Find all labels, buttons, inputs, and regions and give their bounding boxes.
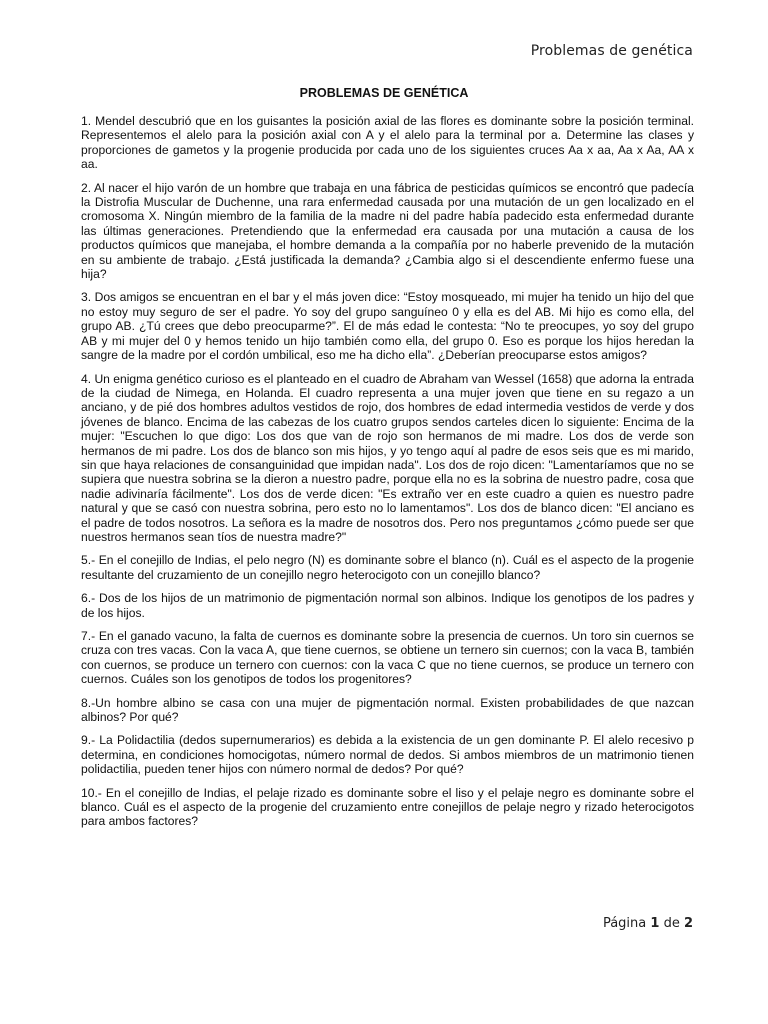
running-header: Problemas de genética — [530, 43, 693, 59]
problem-3: 3. Dos amigos se encuentran en el bar y el más joven dice: “Estoy mosqueado, mi mujer ha tenido un hijo del que no estoy muy seguro de ser el padre. Yo soy del grupo sanguíneo 0 y ella es del AB. Mi hijo es como ella, del grupo AB. ¿Tú crees que debo preocuparme?”. El de más edad le contesta: “No te preocupes, yo soy del grupo AB y mi mujer del 0 y hemos tenido un hijo también como ella, del grupo 0. Eso es porque los hijos heredan la sangre de la madre por el cordón umbilical, eso me ha dicho ella”. ¿Deberían preocuparse estos amigos? — [81, 290, 694, 363]
problem-2: 2. Al nacer el hijo varón de un hombre que trabaja en una fábrica de pesticidas químicos se encontró que padecía la Distrofia Muscular de Duchenne, una rara enfermedad causada por una mutación de un gen localizado en el cromosoma X. Ningún miembro de la familia de la madre ni del padre había padecido esta enfermedad durante las últimas generaciones. Pretendiendo que la enfermedad era causada por una mutación a causa de los productos químicos que manejaba, el hombre demanda a la compañía por no haberle prevenido de la mutación en su ambiente de trabajo. ¿Está justificada la demanda? ¿Cambia algo si el descendiente enfermo fuese una hija? — [81, 180, 694, 282]
total-pages-number: 2 — [683, 916, 693, 931]
page-footer — [603, 916, 693, 931]
of-word: de — [663, 916, 680, 931]
problem-9: 9.- La Polidactilia (dedos supernumerarios) es debida a la existencia de un gen dominante P. El alelo recesivo p determina, en condiciones homocigotas, número normal de dedos. Si ambos miembros de un matrimonio tienen polidactilia, pueden tener hijos con número normal de dedos? Por qué? — [81, 733, 694, 777]
problem-8: 8.-Un hombre albino se casa con una mujer de pigmentación normal. Existen probabilidades de que nazcan albinos? Por qué? — [81, 695, 694, 725]
problem-5: 5.- En el conejillo de Indias, el pelo negro (N) es dominante sobre el blanco (n). Cuál es el aspecto de la progenie resultante del cruzamiento de un conejillo negro heterocigoto con un conejillo blanco? — [81, 553, 694, 582]
problems-list — [81, 114, 694, 838]
problem-10: 10.- En el conejillo de Indias, el pelaje rizado es dominante sobre el liso y el pelaje negro es dominante sobre el blanco. Cuál es el aspecto de la progenie del cruzamiento entre conejillos de pelaje negro y rizado heterocigotos para ambos factores? — [81, 785, 694, 829]
problem-7: 7.- En el ganado vacuno, la falta de cuernos es dominante sobre la presencia de cuernos. Un toro sin cuernos se cruza con tres vacas. Con la vaca A, que tiene cuernos, se obtiene un ternero sin cuernos; con la vaca B, también con cuernos, se produce un ternero con cuernos: con la vaca C que no tiene cuernos, se produce un ternero con cuernos. Cuáles son los genotipos de todos los progenitores? — [81, 629, 694, 687]
current-page-number: 1 — [650, 916, 660, 931]
problem-4: 4. Un enigma genético curioso es el planteado en el cuadro de Abraham van Wessel (1658) que adorna la entrada de la ciudad de Nimega, en Holanda. El cuadro representa a una mujer joven que tiene en su regazo a un anciano, y de pié dos hombres adultos vestidos de rojo, dos hombres de edad intermedia vestidos de verde y dos jóvenes de blanco. Encima de las cabezas de los cuatro grupos sendos carteles dicen lo siguiente: Encima de la mujer: "Escuchen lo que digo: Los dos que van de rojo son hermanos de mi madre. Los dos de verde son hermanos de mi padre. Los dos de blanco son mis hijos, y yo tengo aquí al padre de esos seis que es mi marido, sin que haya relaciones de consanguinidad que impidan nada". Los dos de rojo dicen: "Lamentaríamos que no se supiera que nuestra sobrina se la dieron a nuestro padre, porque ella no es la sobrina de nuestro padre, cosa que nadie adivinaría fácilmente". Los dos de verde dicen: "Es extraño ver en este cuadro a quien es nuestro padre natural y que se casó con nuestra sobrina, pero esto no lo lamentamos". Los dos de blanco dicen: "El anciano es el padre de todos nosotros. La señora es la madre de nosotros dos. Pero nos preguntamos ¿cómo puede ser que nuestros hermanos sean tíos de nuestra madre?" — [81, 371, 694, 544]
problem-6: 6.- Dos de los hijos de un matrimonio de pigmentación normal son albinos. Indique los genotipos de los padres y de los hijos. — [81, 591, 694, 620]
problem-1: 1. Mendel descubrió que en los guisantes la posición axial de las flores es dominante sobre la posición terminal. Representemos el alelo para la posición axial con A y el alelo para la terminal por a. Determine las clases y proporciones de gametos y la progenie producida por cada uno de los siguientes cruces Aa x aa, Aa x Aa, AA x aa. — [81, 114, 694, 172]
document-title: PROBLEMAS DE GENÉTICA — [299, 86, 469, 100]
page-word: Página — [602, 916, 647, 931]
